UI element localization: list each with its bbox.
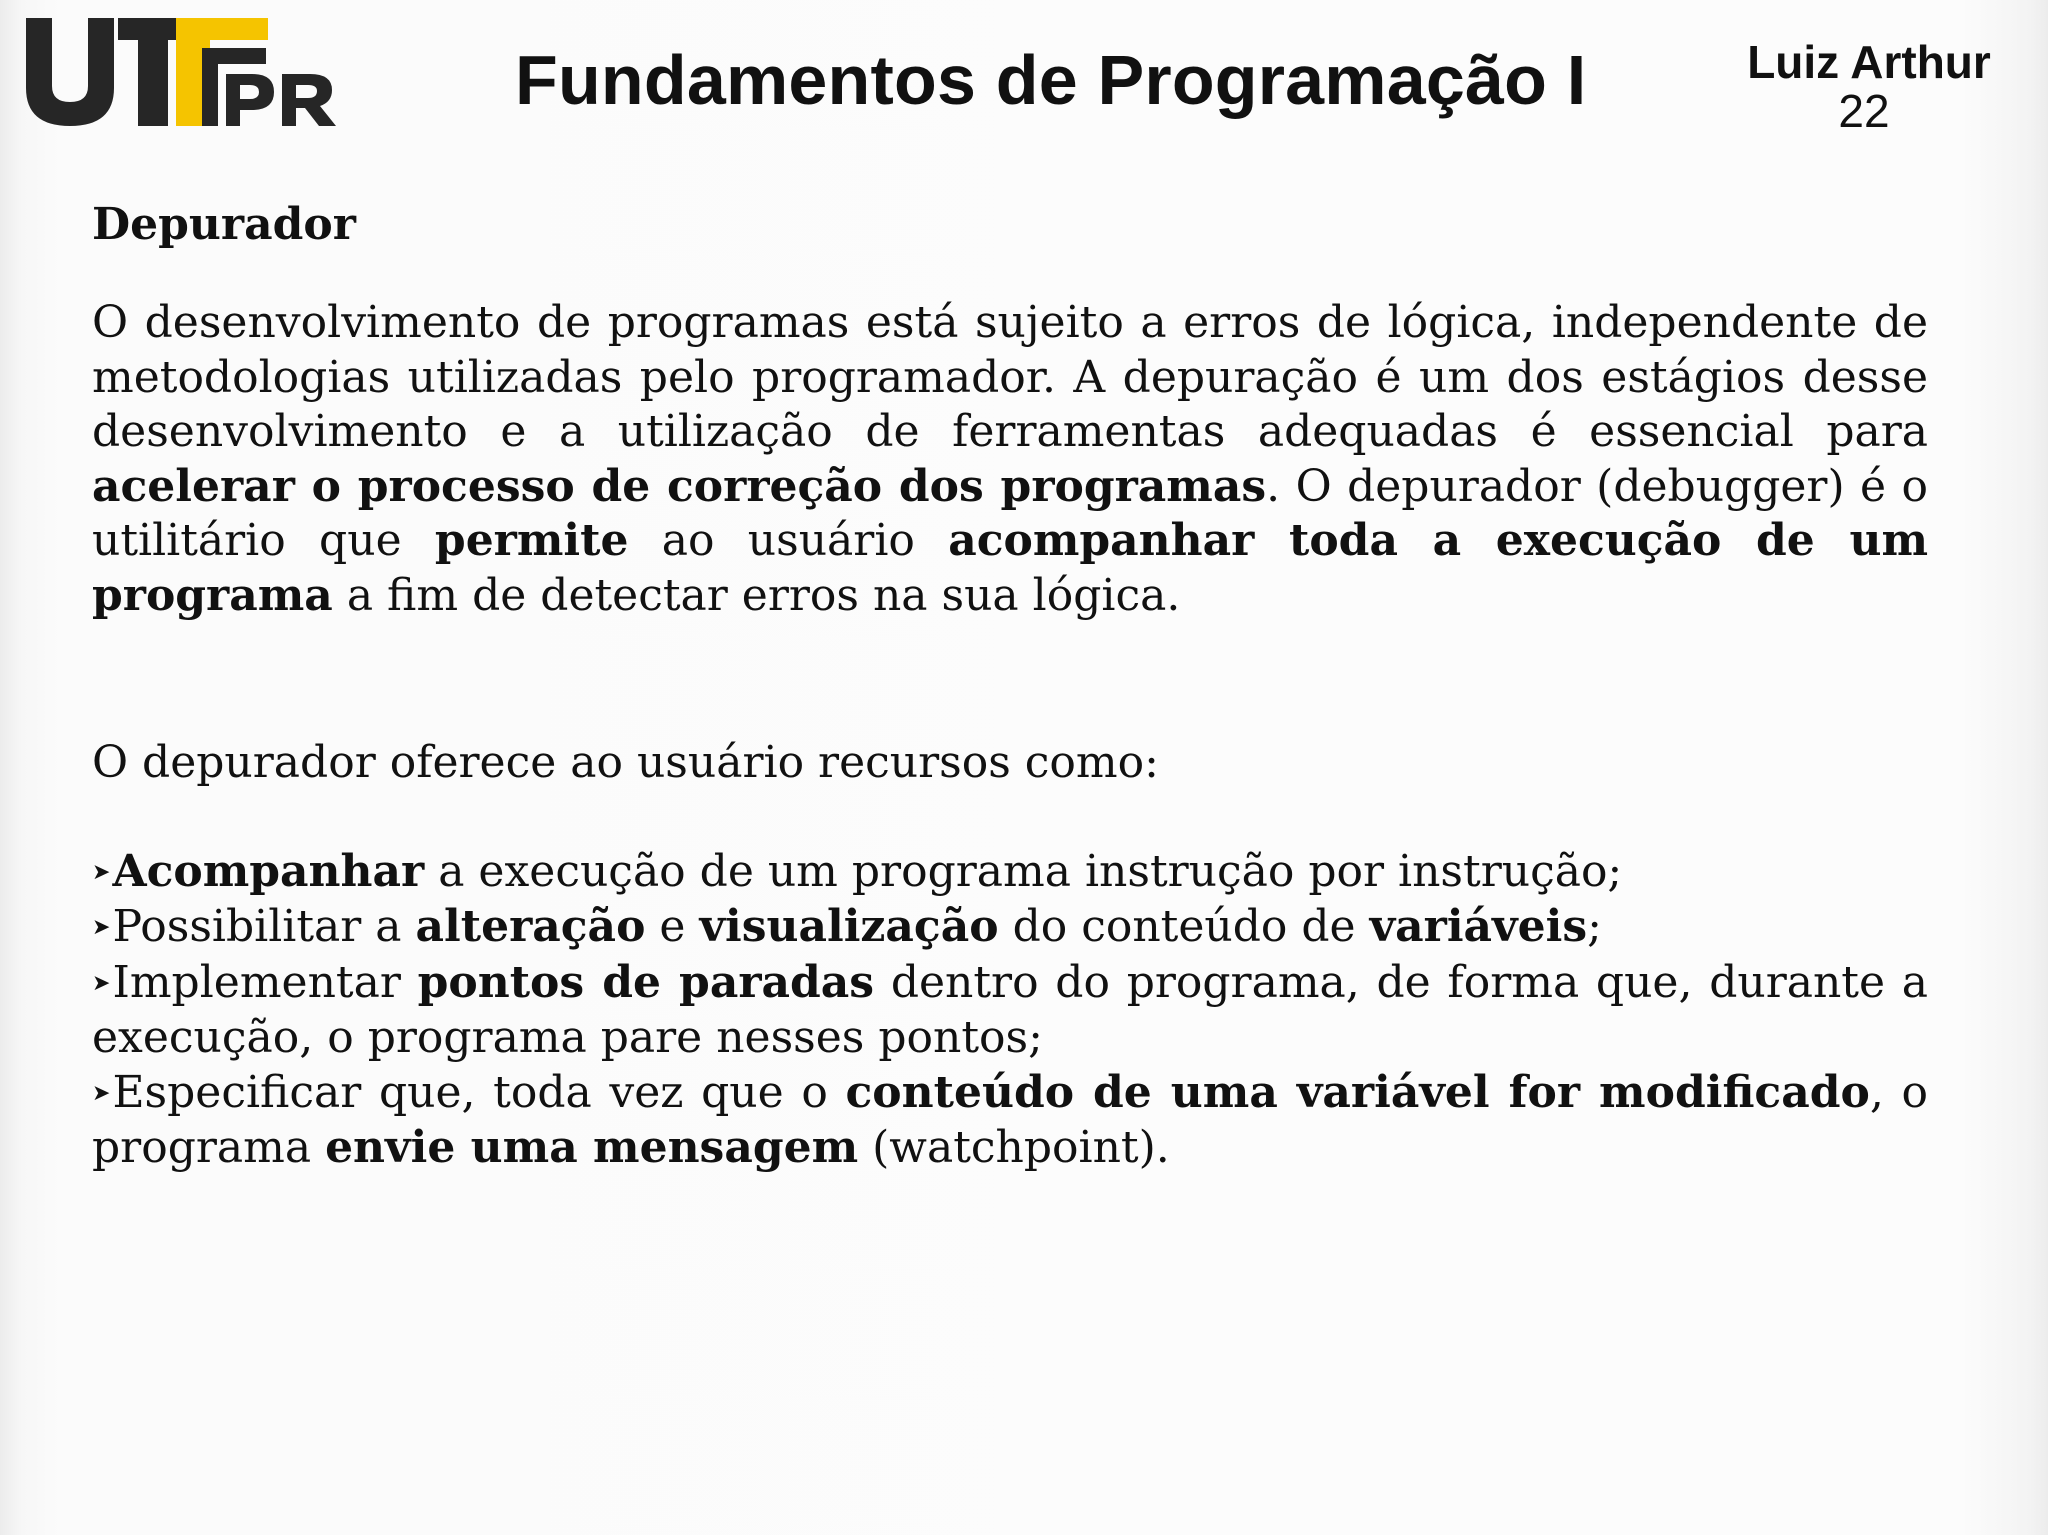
text-run: a fim de detectar erros na sua lógica.: [332, 569, 1181, 621]
text-run: ;: [1587, 901, 1602, 952]
author-block: [1734, 36, 2004, 137]
text-run: ao usuário: [628, 515, 949, 566]
bold-run: pontos de paradas: [417, 956, 875, 1008]
bold-run: Acompanhar: [112, 845, 425, 897]
list-item: [92, 956, 1928, 1066]
bold-run: acelerar o processo de correção dos programas: [92, 460, 1267, 512]
bold-run: variáveis: [1369, 901, 1588, 952]
triangle-bullet-icon: ➤: [92, 859, 111, 885]
text-run: a execução de um programa instrução por instrução;: [424, 845, 1623, 897]
section-heading: Depurador: [92, 199, 356, 250]
text-run: (watchpoint).: [858, 1122, 1170, 1173]
list-item: [92, 1066, 1928, 1176]
triangle-bullet-icon: ➤: [92, 970, 111, 996]
bold-run: alteração: [415, 901, 646, 952]
utfpr-logo: [26, 18, 366, 128]
features-list: [92, 845, 1928, 1176]
bold-run: visualização: [699, 901, 999, 952]
text-run: Possibilitar a: [112, 901, 416, 952]
bold-run: conteúdo de uma variável for modificado: [845, 1066, 1870, 1118]
features-intro: O depurador oferece ao usuário recursos como:: [92, 737, 1159, 788]
list-item: [92, 845, 1928, 901]
text-run: , o programa: [92, 1066, 1928, 1173]
page-number: 22: [1838, 85, 1890, 137]
slide-title: Fundamentos de Programação I: [515, 41, 1587, 119]
bold-run: acompanhar toda a execução de um programa: [92, 515, 1928, 621]
text-run: O desenvolvimento de programas está sujeito a erros de lógica, independente de metodologias utilizadas pelo programador. A depuração é um dos estágios desse desenvolvimento e a utilização de ferramentas adequadas é essencial para: [92, 297, 1928, 457]
text-run: Implementar: [112, 956, 418, 1008]
slide-content: [92, 190, 1928, 1176]
text-run: dentro do programa, de forma que, durante a execução, o programa pare nesses pontos;: [92, 956, 1928, 1063]
bold-run: envie uma mensagem: [325, 1122, 859, 1173]
utfpr-logo-graphic: [26, 18, 366, 128]
bold-run: permite: [434, 515, 629, 566]
list-item: [92, 900, 1928, 956]
text-run: . O depurador (debugger) é o utilitário que: [92, 460, 1929, 566]
triangle-bullet-icon: ➤: [92, 1080, 111, 1106]
text-run: do conteúdo de: [998, 901, 1370, 952]
text-run: e: [645, 901, 700, 952]
triangle-bullet-icon: ➤: [92, 915, 111, 940]
intro-paragraph: [92, 296, 1928, 623]
author-name: Luiz Arthur: [1747, 36, 1991, 88]
text-run: Especificar que, toda vez que o: [112, 1066, 846, 1118]
